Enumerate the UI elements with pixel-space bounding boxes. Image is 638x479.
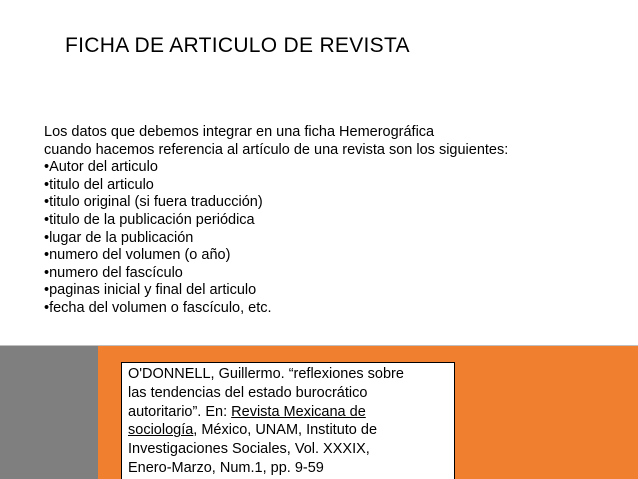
citation-text: autoritario”. En: bbox=[128, 403, 232, 420]
intro-line: Los datos que debemos integrar en una ficha Hemerográfica bbox=[44, 124, 435, 140]
bullet-item: •numero del fascículo bbox=[44, 264, 183, 281]
footer-gray-block bbox=[0, 345, 98, 479]
citation-line: O'DONNELL, Guillermo. “reflexiones sobre bbox=[128, 366, 404, 382]
citation-text: , México, UNAM, Instituto de bbox=[193, 422, 378, 439]
journal-title-part-1: Revista Mexicana de bbox=[231, 403, 366, 420]
citation-line: las tendencias del estado burocrático bbox=[128, 384, 368, 401]
footer-divider bbox=[0, 345, 638, 346]
citation-line bbox=[128, 403, 448, 422]
bullet-item: •paginas inicial y final del articulo bbox=[44, 282, 257, 299]
bullet-item: •numero del volumen (o año) bbox=[44, 247, 231, 264]
citation-line bbox=[128, 421, 448, 440]
bullet-item: •fecha del volumen o fascículo, etc. bbox=[44, 299, 272, 316]
citation-box bbox=[121, 362, 455, 479]
bullet-item: •Autor del articulo bbox=[44, 159, 158, 176]
slide-body bbox=[44, 124, 624, 318]
bullet-item: •titulo original (si fuera traducción) bbox=[44, 194, 263, 211]
citation-line: Enero-Marzo, Num.1, pp. 9-59 bbox=[128, 459, 324, 476]
bullet-item: •titulo del articulo bbox=[44, 176, 154, 193]
citation-line: Investigaciones Sociales, Vol. XXXIX, bbox=[128, 441, 370, 458]
intro-line: cuando hacemos referencia al artículo de una revista son los siguientes: bbox=[44, 141, 509, 158]
journal-title-part-2: sociología bbox=[128, 422, 194, 439]
bullet-item: •titulo de la publicación periódica bbox=[44, 211, 255, 228]
slide-title: FICHA DE ARTICULO DE REVISTA bbox=[65, 34, 410, 57]
bullet-item: •lugar de la publicación bbox=[44, 229, 194, 246]
